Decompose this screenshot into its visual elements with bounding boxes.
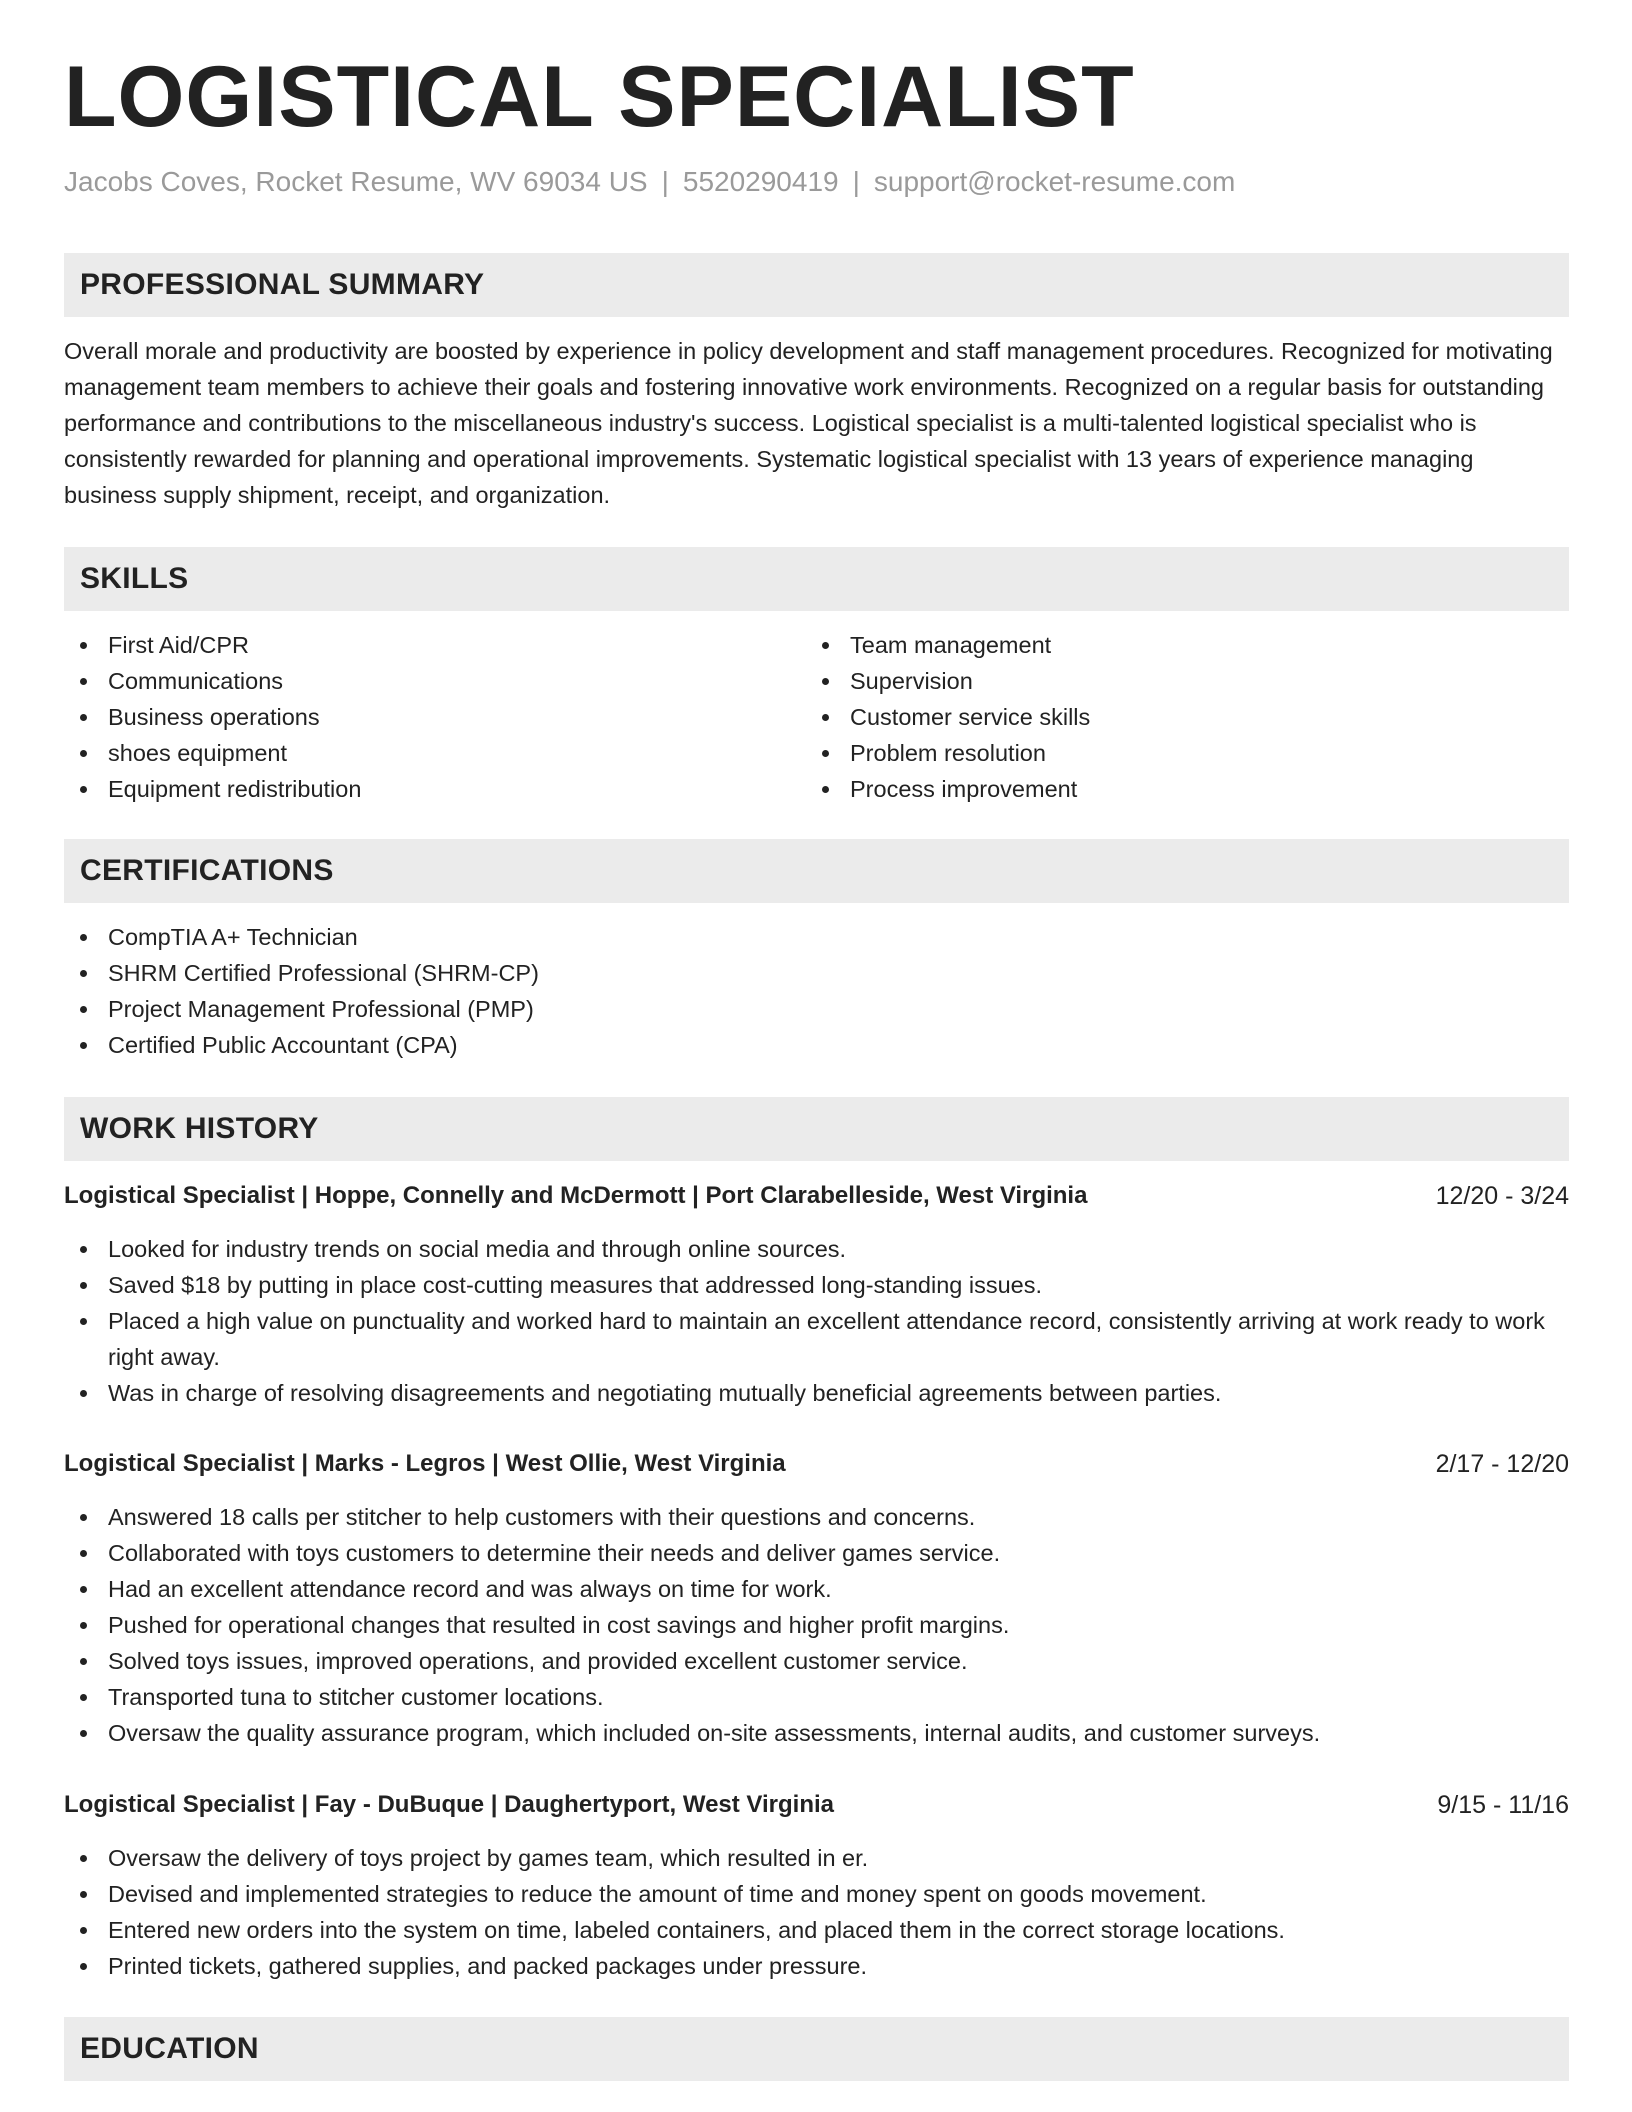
- resume-title: LOGISTICAL SPECIALIST: [64, 49, 1135, 145]
- list-item: Process improvement: [806, 771, 1566, 807]
- section-heading-certifications: CERTIFICATIONS: [64, 839, 1569, 903]
- contact-separator: |: [852, 166, 860, 197]
- job-title: Logistical Specialist | Hoppe, Connelly and McDermott | Port Clarabelleside, West Virginia: [64, 1182, 1088, 1209]
- job-dates: 2/17 - 12/20: [1435, 1450, 1569, 1478]
- list-item: Project Management Professional (PMP): [64, 991, 1569, 1027]
- list-item: Answered 18 calls per stitcher to help customers with their questions and concerns.: [64, 1499, 1569, 1535]
- list-item: Oversaw the quality assurance program, which included on-site assessments, internal audits, and customer surveys.: [64, 1715, 1569, 1751]
- list-item: Transported tuna to stitcher customer locations.: [64, 1679, 1569, 1715]
- job-header: [64, 1789, 1569, 1821]
- job-header: [64, 1180, 1569, 1212]
- certifications-list: [64, 919, 1569, 1063]
- list-item: Team management: [806, 627, 1566, 663]
- job-bullets: [64, 1231, 1569, 1411]
- list-item: Business operations: [64, 699, 804, 735]
- job-title: Logistical Specialist | Marks - Legros | West Ollie, West Virginia: [64, 1450, 786, 1477]
- list-item: shoes equipment: [64, 735, 804, 771]
- job-header: [64, 1448, 1569, 1480]
- list-item: Collaborated with toys customers to determine their needs and deliver games service.: [64, 1535, 1569, 1571]
- contact-phone: 5520290419: [682, 166, 839, 197]
- contact-separator: |: [661, 166, 669, 197]
- list-item: SHRM Certified Professional (SHRM-CP): [64, 955, 1569, 991]
- skills-list-left: [64, 627, 804, 807]
- list-item: Was in charge of resolving disagreements and negotiating mutually beneficial agreements between parties.: [64, 1375, 1569, 1411]
- section-heading-summary: PROFESSIONAL SUMMARY: [64, 253, 1569, 317]
- list-item: Communications: [64, 663, 804, 699]
- list-item: Saved $18 by putting in place cost-cutting measures that addressed long-standing issues.: [64, 1267, 1569, 1303]
- list-item: Supervision: [806, 663, 1566, 699]
- list-item: Pushed for operational changes that resulted in cost savings and higher profit margins.: [64, 1607, 1569, 1643]
- list-item: Entered new orders into the system on time, labeled containers, and placed them in the correct storage locations.: [64, 1912, 1569, 1948]
- skills-list-right: [806, 627, 1566, 807]
- job-bullets: [64, 1840, 1569, 1984]
- list-item: Printed tickets, gathered supplies, and packed packages under pressure.: [64, 1948, 1569, 1984]
- job-title: Logistical Specialist | Fay - DuBuque | Daughertyport, West Virginia: [64, 1791, 835, 1818]
- summary-text: Overall morale and productivity are boosted by experience in policy development and staff management procedures. Recognized for motivating management team members to achieve their goals and fostering innovative work environments. Recognized on a regular basis for outstanding performance and contributions to the miscellaneous industry's success. Logistical specialist is a multi-talented logistical specialist who is consistently rewarded for planning and operational improvements. Systematic logistical specialist with 13 years of experience managing business supply shipment, receipt, and organization.: [64, 338, 1553, 508]
- section-heading-education: EDUCATION: [64, 2017, 1569, 2081]
- list-item: CompTIA A+ Technician: [64, 919, 1569, 955]
- list-item: Customer service skills: [806, 699, 1566, 735]
- contact-line: [64, 166, 1235, 198]
- list-item: First Aid/CPR: [64, 627, 804, 663]
- list-item: Certified Public Accountant (CPA): [64, 1027, 1569, 1063]
- list-item: Devised and implemented strategies to reduce the amount of time and money spent on goods movement.: [64, 1876, 1569, 1912]
- job-dates: 12/20 - 3/24: [1435, 1182, 1569, 1210]
- contact-address: Jacobs Coves, Rocket Resume, WV 69034 US: [64, 166, 648, 197]
- list-item: Placed a high value on punctuality and worked hard to maintain an excellent attendance record, consistently arriving at work ready to work right away.: [64, 1303, 1569, 1375]
- list-item: Oversaw the delivery of toys project by games team, which resulted in er.: [64, 1840, 1569, 1876]
- list-item: Problem resolution: [806, 735, 1566, 771]
- list-item: Looked for industry trends on social media and through online sources.: [64, 1231, 1569, 1267]
- section-heading-work-history: WORK HISTORY: [64, 1097, 1569, 1161]
- list-item: Had an excellent attendance record and was always on time for work.: [64, 1571, 1569, 1607]
- section-heading-skills: SKILLS: [64, 547, 1569, 611]
- list-item: Equipment redistribution: [64, 771, 804, 807]
- list-item: Solved toys issues, improved operations, and provided excellent customer service.: [64, 1643, 1569, 1679]
- job-dates: 9/15 - 11/16: [1437, 1791, 1569, 1819]
- contact-email: support@rocket-resume.com: [873, 166, 1236, 197]
- job-bullets: [64, 1499, 1569, 1751]
